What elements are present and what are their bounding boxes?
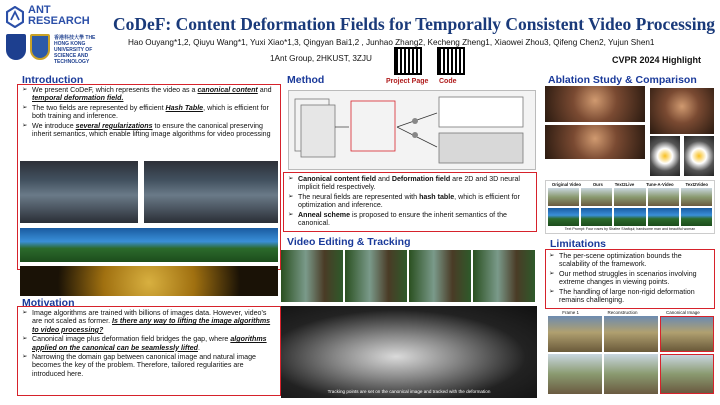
ablation-face-a xyxy=(545,86,645,122)
list-item: ➢ Canonical content field and Deformation field are 2D and 3D neural implicit field respectively. xyxy=(288,175,534,192)
introduction-heading: Introduction xyxy=(22,74,84,86)
project-page-qr-icon[interactable] xyxy=(394,47,422,75)
project-page-label: Project Page xyxy=(386,78,429,85)
figure-label: Reconstruction xyxy=(607,310,638,315)
hkust-logo xyxy=(6,34,110,65)
ant-logo-text: ANT RESEARCH xyxy=(28,4,90,27)
compare-header: Original Video xyxy=(551,182,581,187)
smoke-tracking-image xyxy=(281,306,537,398)
compare-cell xyxy=(614,208,645,226)
compare-header: Text2Live xyxy=(614,182,635,187)
code-qr-icon[interactable] xyxy=(437,47,465,75)
method-heading: Method xyxy=(287,74,325,86)
compare-cell xyxy=(648,208,679,226)
video-editing-heading: Video Editing & Tracking xyxy=(287,236,411,248)
ant-icon xyxy=(6,6,24,28)
list-item: ➢ The per-scene optimization bounds the scalability of the framework. xyxy=(549,252,713,269)
pipeline-diagram-icon xyxy=(289,91,535,169)
list-item: ➢ We present CoDeF, which represents the video as a canonical content and temporal deformation field. xyxy=(22,86,278,103)
poster-title: CoDeF: Content Deformation Fields for Temporally Consistent Video Processing xyxy=(112,14,716,34)
compare-header: Tune-A-Video xyxy=(646,182,674,187)
comparison-grid xyxy=(545,180,715,234)
ablation-face-c xyxy=(650,88,714,134)
compare-header: Text2Video xyxy=(685,182,709,187)
egg-image-2 xyxy=(684,136,714,176)
method-list xyxy=(288,175,534,228)
egg-image-1 xyxy=(650,136,680,176)
list-item: ➢ Image algorithms are trained with billions of images data. However, video's are not scaled as former. Is there any way to lifting the image algorithms to video processing? xyxy=(22,309,278,334)
car-canonical-image xyxy=(660,316,714,352)
compare-cell xyxy=(648,188,679,206)
tracking-caption: Tracking points are set on the canonical image and tracked with the deformation xyxy=(327,389,491,394)
city-edited-image xyxy=(144,161,278,223)
gorge-frame-4 xyxy=(473,250,535,302)
gorge-frame-1 xyxy=(281,250,343,302)
deer-frame-image xyxy=(548,354,602,394)
hkust-shield-icon xyxy=(30,34,50,60)
author-list: Hao Ouyang*1,2, Qiuyu Wang*1, Yuxi Xiao*1,3, Qingyan Bai1,2 , Junhao Zhang2, Kecheng Zheng1, Xiaowei Zhou3, Qifeng Chen2, Yujun Shen1 xyxy=(128,38,655,47)
ablation-heading: Ablation Study & Comparison xyxy=(548,74,697,86)
car-reconstruction-image xyxy=(604,316,658,352)
list-item: ➢ The neural fields are represented with hash table, which is efficient for optimization and inference. xyxy=(288,193,534,210)
shell-strip-image xyxy=(20,266,278,296)
compare-cell xyxy=(581,188,612,206)
introduction-list xyxy=(22,86,278,139)
affiliations: 1Ant Group, 2HKUST, 3ZJU xyxy=(270,54,372,63)
compare-header: Ours xyxy=(592,182,603,187)
limitations-heading: Limitations xyxy=(550,238,607,250)
compare-cell xyxy=(681,208,712,226)
list-item: ➢ Anneal scheme is proposed to ensure the inherit semantics of the canonical. xyxy=(288,211,534,228)
car-frame-image xyxy=(548,316,602,352)
motivation-list xyxy=(22,309,278,379)
gorge-frame-3 xyxy=(409,250,471,302)
figure-label: Frame 1 xyxy=(562,310,579,315)
ant-research-logo xyxy=(6,4,90,30)
river-strip-image xyxy=(20,228,278,262)
method-diagram xyxy=(288,90,536,170)
compare-cell xyxy=(548,208,579,226)
compare-cell xyxy=(614,188,645,206)
list-item: ➢ The handling of large non-rigid deformation remains challenging. xyxy=(549,288,713,305)
compare-caption: Text Prompt: Four roses by Shafee Shafiqul; handsome man and beautiful woman xyxy=(564,227,696,231)
city-frame-image xyxy=(20,161,138,223)
list-item: ➢ The two fields are represented by efficient Hash Table, which is efficient for both training and inference. xyxy=(22,104,278,121)
hkust-logo-text: 香港科技大學 THE HONG KONG UNIVERSITY OF SCIENCE AND TECHNOLOGY xyxy=(54,35,96,65)
list-item: ➢ Canonical image plus deformation field bridges the gap, where algorithms applied on the canonical can be seamlessly lifted. xyxy=(22,335,278,352)
limitations-figure xyxy=(548,310,714,398)
limitations-list xyxy=(549,252,713,305)
compare-cell xyxy=(581,208,612,226)
compare-cell xyxy=(548,188,579,206)
motivation-heading: Motivation xyxy=(22,297,75,309)
list-item: ➢ Our method struggles in scenarios involving extreme changes in viewing points. xyxy=(549,270,713,287)
deer-reconstruction-image xyxy=(604,354,658,394)
list-item: ➢ Narrowing the domain gap between canonical image and natural image becomes the key of the problem. Therefore, tailored regularities are introduced here. xyxy=(22,353,278,378)
code-label: Code xyxy=(439,78,457,85)
venue-badge: CVPR 2024 Highlight xyxy=(612,55,702,65)
deer-canonical-image xyxy=(660,354,714,394)
shield-icon xyxy=(6,34,26,60)
gorge-frame-2 xyxy=(345,250,407,302)
compare-cell xyxy=(681,188,712,206)
list-item: ➢ We introduce several regularizations to ensure the canonical preserving inherit semantics, which enable lifting image algorithms for video processing xyxy=(22,122,278,139)
figure-label: Canonical Image xyxy=(665,310,700,315)
